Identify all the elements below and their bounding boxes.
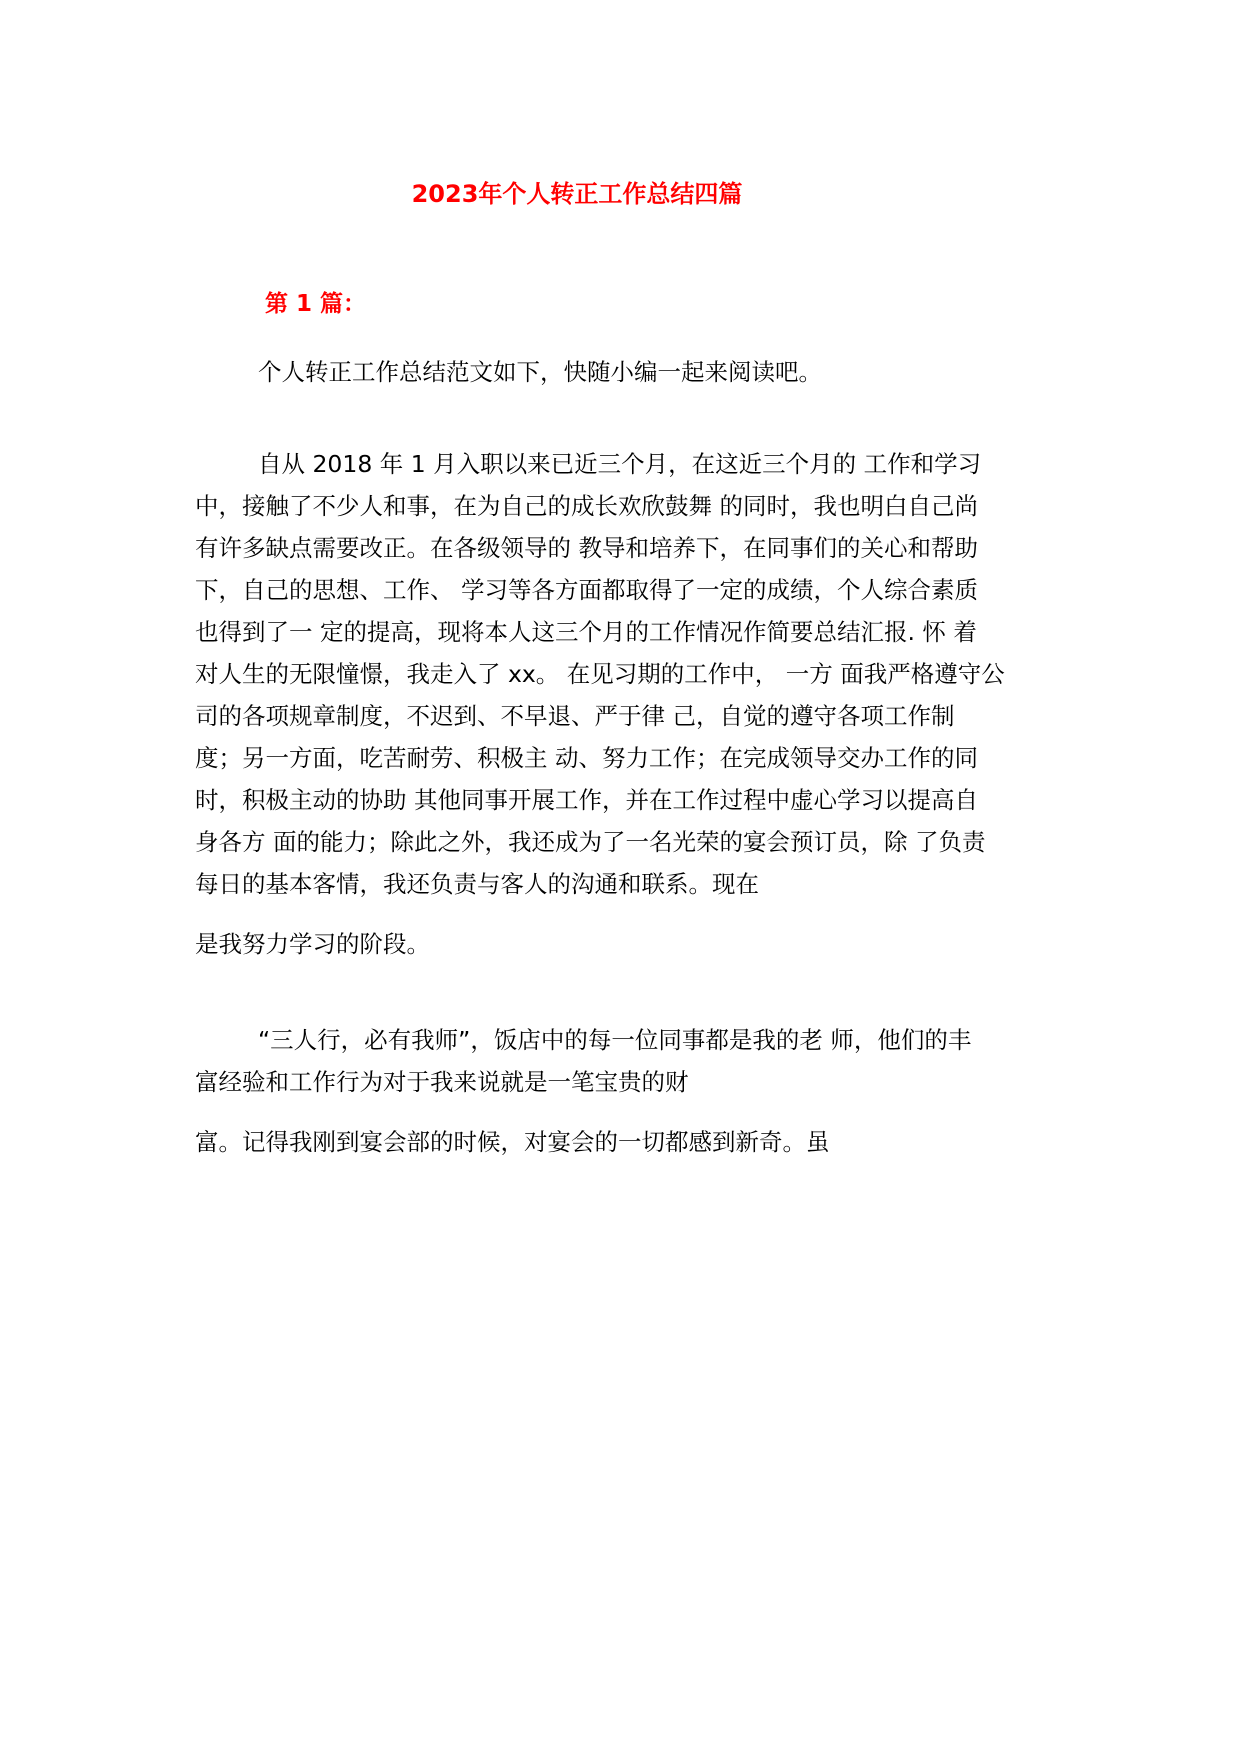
paragraph1-line: 司的各项规章制度，不迟到、不早退、严于律 己，自觉的遵守各项工作制 [195, 702, 955, 730]
paragraph1-line: 度；另一方面，吃苦耐劳、积极主 动、努力工作；在完成领导交办工作的同 [195, 744, 978, 772]
section-heading: 第 1 篇： [265, 291, 367, 317]
paragraph1-line: 时，积极主动的协助 其他同事开展工作，并在工作过程中虚心学习以提高自 [195, 786, 978, 814]
intro-text: 个人转正工作总结范文如下，快随小编一起来阅读吧。 [258, 358, 822, 386]
paragraph1-line: 对人生的无限憧憬，我走入了 xx。 在见习期的工作中， 一方 面我严格遵守公 [195, 660, 1005, 688]
document-title: 2023年个人转正工作总结四篇 [411, 180, 743, 208]
paragraph1-tail: 是我努力学习的阶段。 [195, 930, 430, 958]
paragraph1-line: 也得到了一 定的提高，现将本人这三个月的工作情况作简要总结汇报. 怀 着 [195, 618, 977, 646]
paragraph1-line: 自从 2018 年 1 月入职以来已近三个月，在这近三个月的 工作和学习 [258, 450, 982, 478]
paragraph1-line: 有许多缺点需要改正。在各级领导的 教导和培养下，在同事们的关心和帮助 [195, 534, 978, 562]
paragraph1-line: 下，自己的思想、工作、 学习等各方面都取得了一定的成绩，个人综合素质 [195, 576, 978, 604]
paragraph1-line: 中，接触了不少人和事，在为自己的成长欢欣鼓舞 的同时，我也明白自己尚 [195, 492, 978, 520]
paragraph2-tail: 富。记得我刚到宴会部的时候，对宴会的一切都感到新奇。虽 [195, 1128, 830, 1156]
paragraph2-line: “三人行，必有我师”，饭店中的每一位同事都是我的老 师，他们的丰 [258, 1026, 972, 1054]
paragraph1-line: 每日的基本客情，我还负责与客人的沟通和联系。现在 [195, 870, 759, 898]
paragraph2-line: 富经验和工作行为对于我来说就是一笔宝贵的财 [195, 1068, 689, 1096]
paragraph1-line: 身各方 面的能力；除此之外，我还成为了一名光荣的宴会预订员，除 了负责 [195, 828, 986, 856]
